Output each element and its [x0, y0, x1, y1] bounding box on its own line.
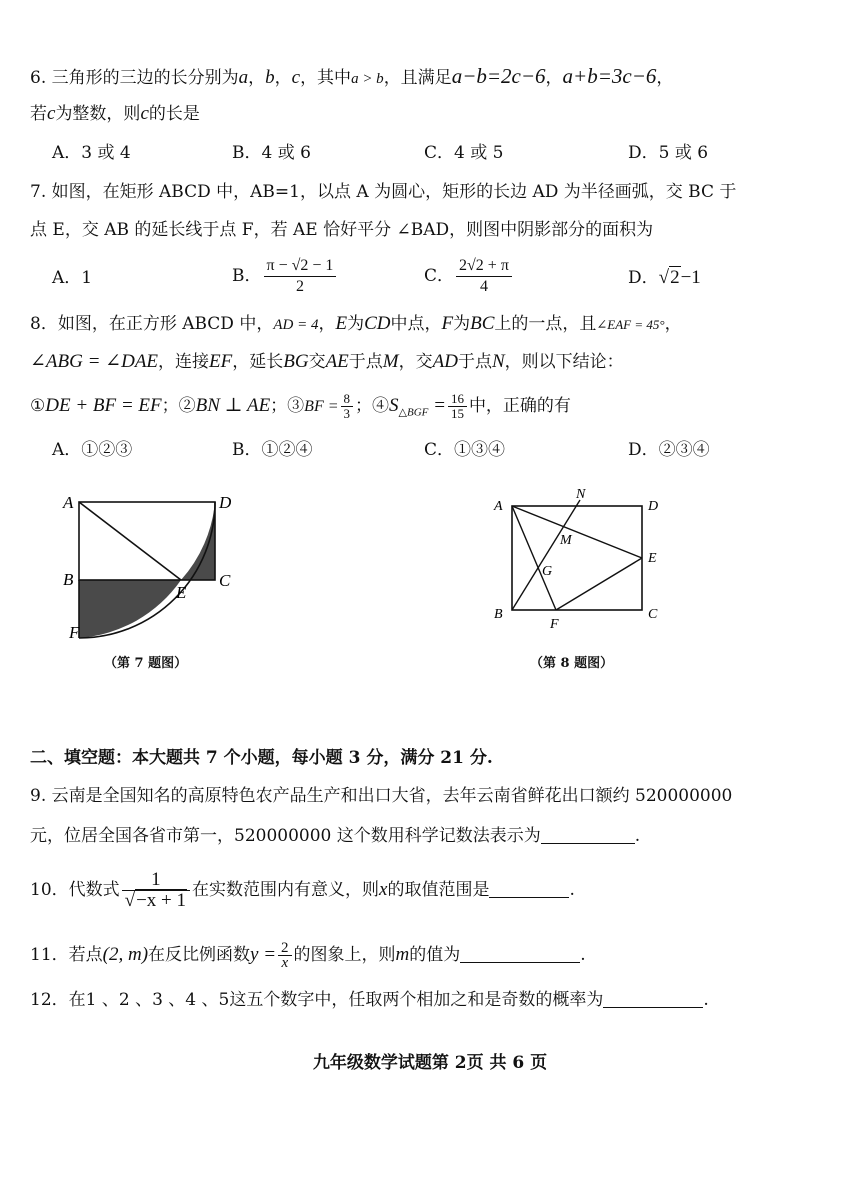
sqrt-radicand: 2 — [670, 267, 680, 288]
q6-options — [52, 139, 812, 167]
q8-math: CD — [364, 313, 391, 334]
q12-text: 12．在1 、2 、3 、4 、5这五个数字中，任取两个相加之和是奇数的概率为 — [30, 990, 604, 1010]
fraction-numerator: 16 — [448, 392, 467, 407]
q8-text: 上的一点，且 — [494, 314, 597, 334]
q7-option-label: C． — [424, 266, 455, 286]
figure-7 — [55, 480, 255, 650]
q8-text: ，则以下结论： — [504, 352, 624, 372]
q6-var-c: c — [140, 103, 149, 124]
sqrt-icon: √ — [658, 267, 670, 288]
q8-line1 — [30, 310, 682, 339]
q6-text: 为整数，则 — [55, 104, 141, 124]
q7-option-a[interactable]: A．1 — [52, 268, 93, 288]
q11-function: y = — [250, 944, 277, 965]
q8-text: ，延长 — [232, 352, 284, 372]
q7-option-label: B． — [232, 266, 262, 286]
q7-option-c-fraction — [456, 256, 512, 297]
fig8-label-f: F — [550, 617, 559, 632]
fraction-denominator: 4 — [479, 278, 488, 295]
q9-text: 元，位居全国各省市第一，520000000 这个数用科学记数法表示为 — [30, 826, 541, 846]
q6-sep: ， — [545, 68, 563, 88]
q6-text: ，且满足 — [383, 68, 452, 88]
q6-condition: a > b — [351, 71, 384, 87]
q8-conclusions — [30, 386, 571, 432]
q10-text: 在实数范围内有意义，则 — [192, 880, 380, 900]
q8-conclusion-4: S — [389, 395, 399, 416]
q8-text: ，交 — [398, 352, 433, 372]
q8-text: 交 — [308, 352, 326, 372]
fig7-label-a: A — [63, 493, 74, 512]
q6-text: 6. 三角形的三边的长分别为 — [30, 68, 239, 88]
q7-line2: 点 E，交 AB 的延长线于点 F，若 AE 恰好平分 ∠BAD，则图中阴影部分的面积为 — [30, 220, 654, 240]
q8-line2 — [30, 348, 624, 376]
fraction-numerator: 2√2 + π — [456, 256, 512, 277]
q6-option-b[interactable]: B．4 或 6 — [232, 143, 311, 163]
fig8-square — [512, 506, 642, 610]
fig8-label-g: G — [542, 564, 553, 579]
q11-answer-blank[interactable] — [460, 944, 580, 963]
q8-conclusion-1: DE + BF = EF — [45, 395, 162, 416]
fig8-segment-ae — [512, 506, 642, 558]
q6-sep: ， — [656, 68, 674, 88]
q6-line1 — [30, 62, 673, 93]
fig8-segment-ef — [556, 558, 642, 610]
q10-text: 的取值范围是 — [387, 880, 490, 900]
fig7-label-b: B — [63, 570, 74, 589]
q10-end: . — [569, 880, 575, 900]
q8-math: ∠ABG = ∠DAE — [30, 351, 159, 372]
q8-option-d[interactable]: D．②③④ — [628, 440, 710, 460]
q6-text: 的长是 — [148, 104, 200, 124]
q8-text: ， — [664, 314, 682, 334]
q12-line — [30, 986, 709, 1014]
q6-option-a[interactable]: A．3 或 4 — [52, 143, 131, 163]
sqrt-icon: √ — [124, 890, 136, 911]
q11-text: 在反比例函数 — [148, 945, 251, 965]
q10-text: 10．代数式 — [30, 880, 120, 900]
q8-text: ① — [30, 396, 46, 416]
q6-sep: ， — [274, 68, 292, 88]
q11-end: . — [580, 945, 586, 965]
page-footer: 九年级数学试题第 2页 共 6 页 — [312, 1053, 548, 1073]
q11-fraction — [278, 941, 292, 970]
fig7-label-d: D — [219, 493, 232, 512]
q8-math: F — [441, 313, 454, 334]
q6-option-d[interactable]: D．5 或 6 — [628, 143, 709, 163]
q8-option-c[interactable]: C．①③④ — [424, 440, 506, 460]
fraction-denominator: 15 — [450, 406, 464, 421]
q7-option-d[interactable] — [628, 264, 701, 292]
q8-subscript: △BGF — [398, 406, 429, 419]
fraction-denominator: 3 — [343, 406, 351, 421]
q8-text: 8．如图，在正方形 ABCD 中， — [30, 314, 274, 334]
q8-fraction-8-3 — [341, 392, 354, 421]
q6-var-a: a — [238, 67, 249, 88]
q8-math: BC — [470, 313, 495, 334]
fig8-label-n: N — [576, 487, 586, 502]
q9-line1: 9. 云南是全国知名的高原特色农产品生产和出口大省，去年云南省鲜花出口额约 520000000 — [30, 786, 733, 806]
q6-equation-1: a−b=2c−6 — [451, 64, 546, 88]
q8-math: AE — [325, 351, 349, 372]
fig7-shaded-lower — [79, 580, 181, 638]
q7-option-label: D． — [628, 268, 659, 288]
fraction-numerator: 1 — [122, 870, 190, 891]
q7-option-b[interactable] — [232, 256, 338, 297]
fig8-label-m: M — [560, 533, 572, 548]
q11-text: 的图象上，则 — [293, 945, 396, 965]
q8-text: 中点， — [390, 314, 442, 334]
q8-text: 中，正确的有 — [468, 396, 571, 416]
q6-var-b: b — [265, 67, 275, 88]
q10-line — [30, 866, 575, 914]
q8-text: ，连接 — [158, 352, 210, 372]
q8-conclusion-3: BF = — [304, 398, 339, 415]
q9-answer-blank[interactable] — [541, 825, 635, 844]
q8-text: ；④ — [355, 396, 390, 416]
q8-math: BG — [283, 351, 309, 372]
q8-text: 为 — [453, 314, 471, 334]
q6-text: ，其中 — [300, 68, 352, 88]
q6-text: 若 — [30, 104, 47, 124]
q8-math: M — [382, 351, 399, 372]
q8-math: = — [428, 395, 446, 416]
q8-text: 于点 — [457, 352, 492, 372]
q8-fraction-16-15 — [448, 392, 467, 421]
sqrt-radicand: −x + 1 — [136, 890, 187, 911]
q12-answer-blank[interactable] — [603, 989, 703, 1008]
q8-text: ；② — [161, 396, 196, 416]
q8-math: E — [335, 313, 348, 334]
q8-math: EF — [209, 351, 233, 372]
q8-math: ∠EAF = 45° — [596, 317, 665, 332]
q8-option-b[interactable]: B．①②④ — [232, 440, 313, 460]
q7-option-b-fraction — [264, 256, 337, 297]
q6-sep: ， — [248, 68, 266, 88]
q8-options — [52, 436, 812, 464]
fraction-denominator: x — [281, 955, 289, 971]
fraction-numerator: 8 — [341, 392, 354, 407]
fig8-label-c: C — [648, 607, 658, 622]
q8-math: N — [491, 351, 505, 372]
q7-option-c[interactable] — [424, 256, 514, 297]
q7-line1: 7. 如图，在矩形 ABCD 中，AB=1，以点 A 为圆心，矩形的长边 AD 为半径画弧，交 BC 于 — [30, 182, 737, 202]
q7-options — [52, 256, 812, 302]
q9-end: . — [634, 826, 641, 846]
fig7-label-e: E — [176, 583, 187, 602]
fig7-label-c: C — [219, 571, 231, 590]
q10-var-x: x — [379, 879, 388, 900]
fig7-caption: （第 7 题图） — [104, 656, 188, 671]
fraction-denominator: 2 — [295, 278, 304, 295]
fraction-numerator: 2 — [278, 941, 292, 956]
q8-text: 为 — [347, 314, 365, 334]
fig8-label-b: B — [494, 607, 503, 622]
fig8-label-a: A — [494, 499, 503, 514]
q9-line2 — [30, 822, 640, 850]
q8-math: AD — [432, 351, 458, 372]
q6-var-c: c — [291, 67, 301, 88]
q11-var-m: m — [395, 944, 410, 965]
q8-conclusion-2: BN ⊥ AE — [195, 395, 271, 416]
fig7-segment-ae — [79, 502, 181, 580]
fig7-label-f: F — [69, 623, 80, 642]
fig8-caption: （第 8 题图） — [530, 656, 614, 671]
fraction-denominator — [122, 891, 190, 911]
fraction-numerator: π − √2 − 1 — [264, 256, 337, 277]
fig8-segment-bn — [512, 500, 580, 610]
q10-answer-blank[interactable] — [489, 879, 569, 898]
q8-math: AD = 4 — [273, 317, 319, 333]
q8-option-a[interactable]: A．①②③ — [52, 440, 133, 460]
q6-equation-2: a+b=3c−6 — [562, 64, 657, 88]
q6-var-c: c — [47, 103, 56, 124]
q11-text: 的值为 — [409, 945, 461, 965]
q11-point: (2, m) — [102, 944, 149, 965]
q10-fraction — [122, 870, 190, 911]
q8-text: ， — [318, 314, 336, 334]
q6-option-c[interactable]: C．4 或 5 — [424, 143, 504, 163]
q8-text: 于点 — [348, 352, 383, 372]
q8-text: ；③ — [270, 396, 305, 416]
q11-text: 11．若点 — [30, 945, 103, 965]
fig8-label-e: E — [648, 551, 657, 566]
q7-option-d-rest: −1 — [680, 267, 701, 288]
q11-line — [30, 932, 586, 978]
figure-8 — [480, 480, 680, 640]
section-2-title: 二、填空题：本大题共 7 个小题，每小题 3 分，满分 21 分. — [30, 748, 493, 768]
q6-line2 — [30, 100, 200, 128]
q12-end: . — [703, 990, 709, 1010]
fig8-label-d: D — [648, 499, 659, 514]
